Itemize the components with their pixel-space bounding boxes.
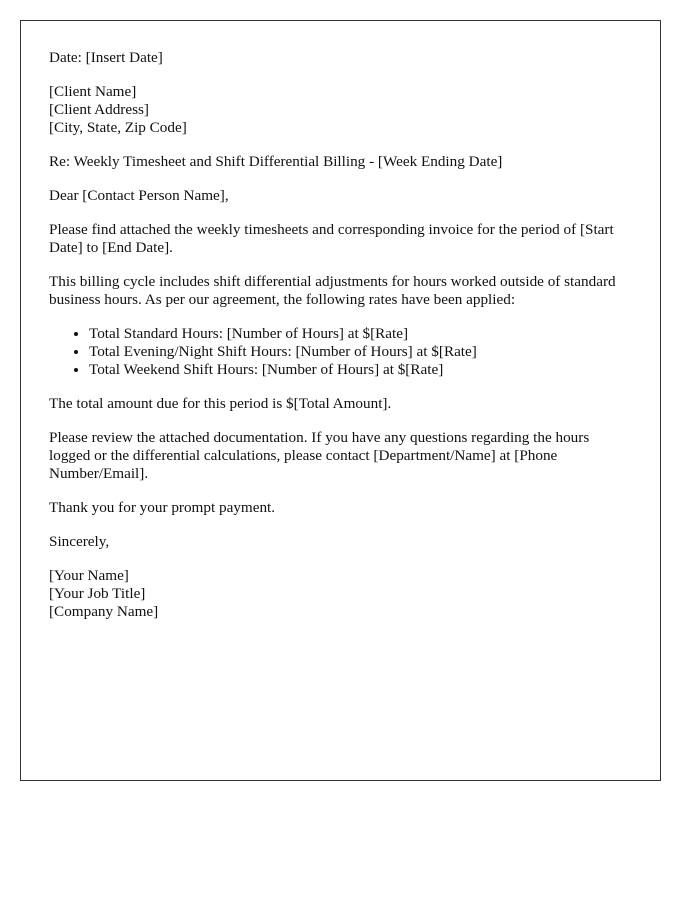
total-amount-line: The total amount due for this period is $[Total Amount]. [49, 395, 392, 412]
client-address: [Client Address] [49, 101, 149, 118]
billing-cycle-paragraph: This billing cycle includes shift differential adjustments for hours worked outside of standard business hours. As per our agreement, the following rates have been applied: [49, 273, 616, 308]
thank-you-line: Thank you for your prompt payment. [49, 499, 276, 516]
letter-container [20, 20, 661, 781]
rate-item-standard: • Total Standard Hours: [Number of Hours] at $[Rate] [89, 325, 632, 343]
signer-job-title: [Your Job Title] [49, 585, 146, 602]
rates-list [49, 325, 632, 379]
review-paragraph: Please review the attached documentation. If you have any questions regarding the hours logged or the differential calculations, please contact [Department/Name] at [Phone Number/Email]. [49, 429, 590, 482]
rate-item-weekend: • Total Weekend Shift Hours: [Number of Hours] at $[Rate] [89, 361, 632, 379]
date-line: Date: [Insert Date] [49, 49, 163, 66]
signer-name: [Your Name] [49, 567, 129, 584]
signer-company: [Company Name] [49, 603, 159, 620]
closing: Sincerely, [49, 533, 110, 550]
client-name: [Client Name] [49, 83, 137, 100]
recipient-address-block [49, 83, 632, 137]
salutation: Dear [Contact Person Name], [49, 187, 229, 204]
intro-paragraph: Please find attached the weekly timesheets and corresponding invoice for the period of [Start Date] to [End Date]. [49, 221, 614, 256]
rate-item-evening-night: • Total Evening/Night Shift Hours: [Number of Hours] at $[Rate] [89, 343, 632, 361]
subject-line: Re: Weekly Timesheet and Shift Differential Billing - [Week Ending Date] [49, 153, 503, 170]
client-city-state-zip: [City, State, Zip Code] [49, 119, 187, 136]
signature-block [49, 567, 632, 621]
